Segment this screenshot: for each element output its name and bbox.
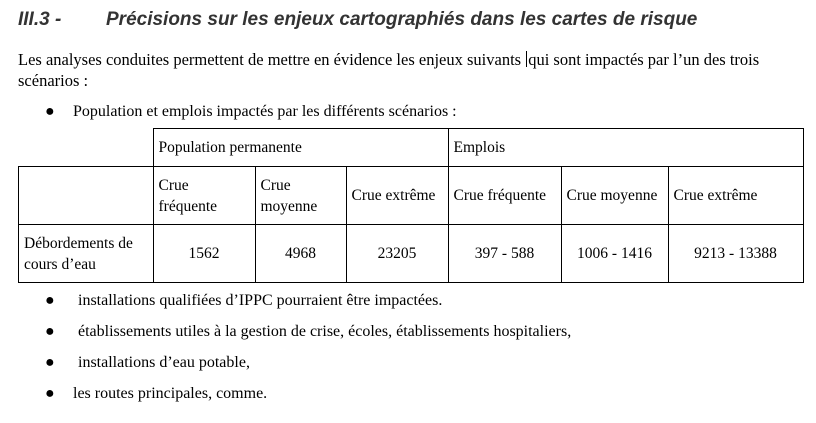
value-emp-frequente: 397 - 588 (448, 225, 561, 283)
header-population-permanente: Population permanente (153, 129, 448, 167)
table-row-label-placeholder (19, 167, 154, 225)
value-emp-moyenne: 1006 - 1416 (561, 225, 668, 283)
table-scenario-row (19, 167, 804, 225)
value-pop-moyenne: 4968 (255, 225, 346, 283)
section-number: III.3 - (18, 9, 62, 30)
value-pop-extreme: 23205 (346, 225, 448, 283)
header-emplois: Emplois (448, 129, 803, 167)
row-label-debordements: Débordements de cours d’eau (19, 225, 154, 283)
intro-paragraph (18, 49, 803, 91)
scenario-pop-moyenne: Crue moyenne (255, 167, 346, 225)
scenario-emp-frequente: Crue fréquente (448, 167, 561, 225)
bullet-dot-icon: ● (45, 354, 55, 371)
section-heading (18, 9, 808, 31)
bullet-text: installations qualifiées d’IPPC pourraient être impactées. (78, 292, 443, 309)
impact-table (18, 128, 804, 283)
section-title: Précisions sur les enjeux cartographiés dans les cartes de risque (106, 9, 698, 30)
table-corner-cell (19, 129, 154, 167)
scenario-emp-extreme: Crue extrême (668, 167, 803, 225)
table-header-row (19, 129, 804, 167)
bullet-text: installations d’eau potable, (78, 354, 250, 371)
bullet-dot-icon: ● (45, 385, 55, 402)
scenario-pop-extreme: Crue extrême (346, 167, 448, 225)
intro-text-start: Les analyses conduites permettent de mettre en évidence les enjeux suivants (18, 50, 526, 69)
bullet-dot-icon: ● (45, 292, 55, 309)
bullet-dot-icon: ● (45, 103, 55, 120)
value-pop-frequente: 1562 (153, 225, 255, 283)
bullet-text: Population et emplois impactés par les différents scénarios : (73, 103, 457, 120)
scenario-emp-moyenne: Crue moyenne (561, 167, 668, 225)
scenario-pop-frequente: Crue fréquente (153, 167, 255, 225)
bullet-text: les routes principales, comme. (73, 385, 268, 402)
value-emp-extreme: 9213 - 13388 (668, 225, 803, 283)
intro-text-end: qui sont impactés par l’un des trois scénarios : (18, 50, 760, 90)
bullet-text: établissements utiles à la gestion de crise, écoles, établissements hospitaliers, (78, 323, 572, 340)
bullet-dot-icon: ● (45, 323, 55, 340)
table-data-row (19, 225, 804, 283)
